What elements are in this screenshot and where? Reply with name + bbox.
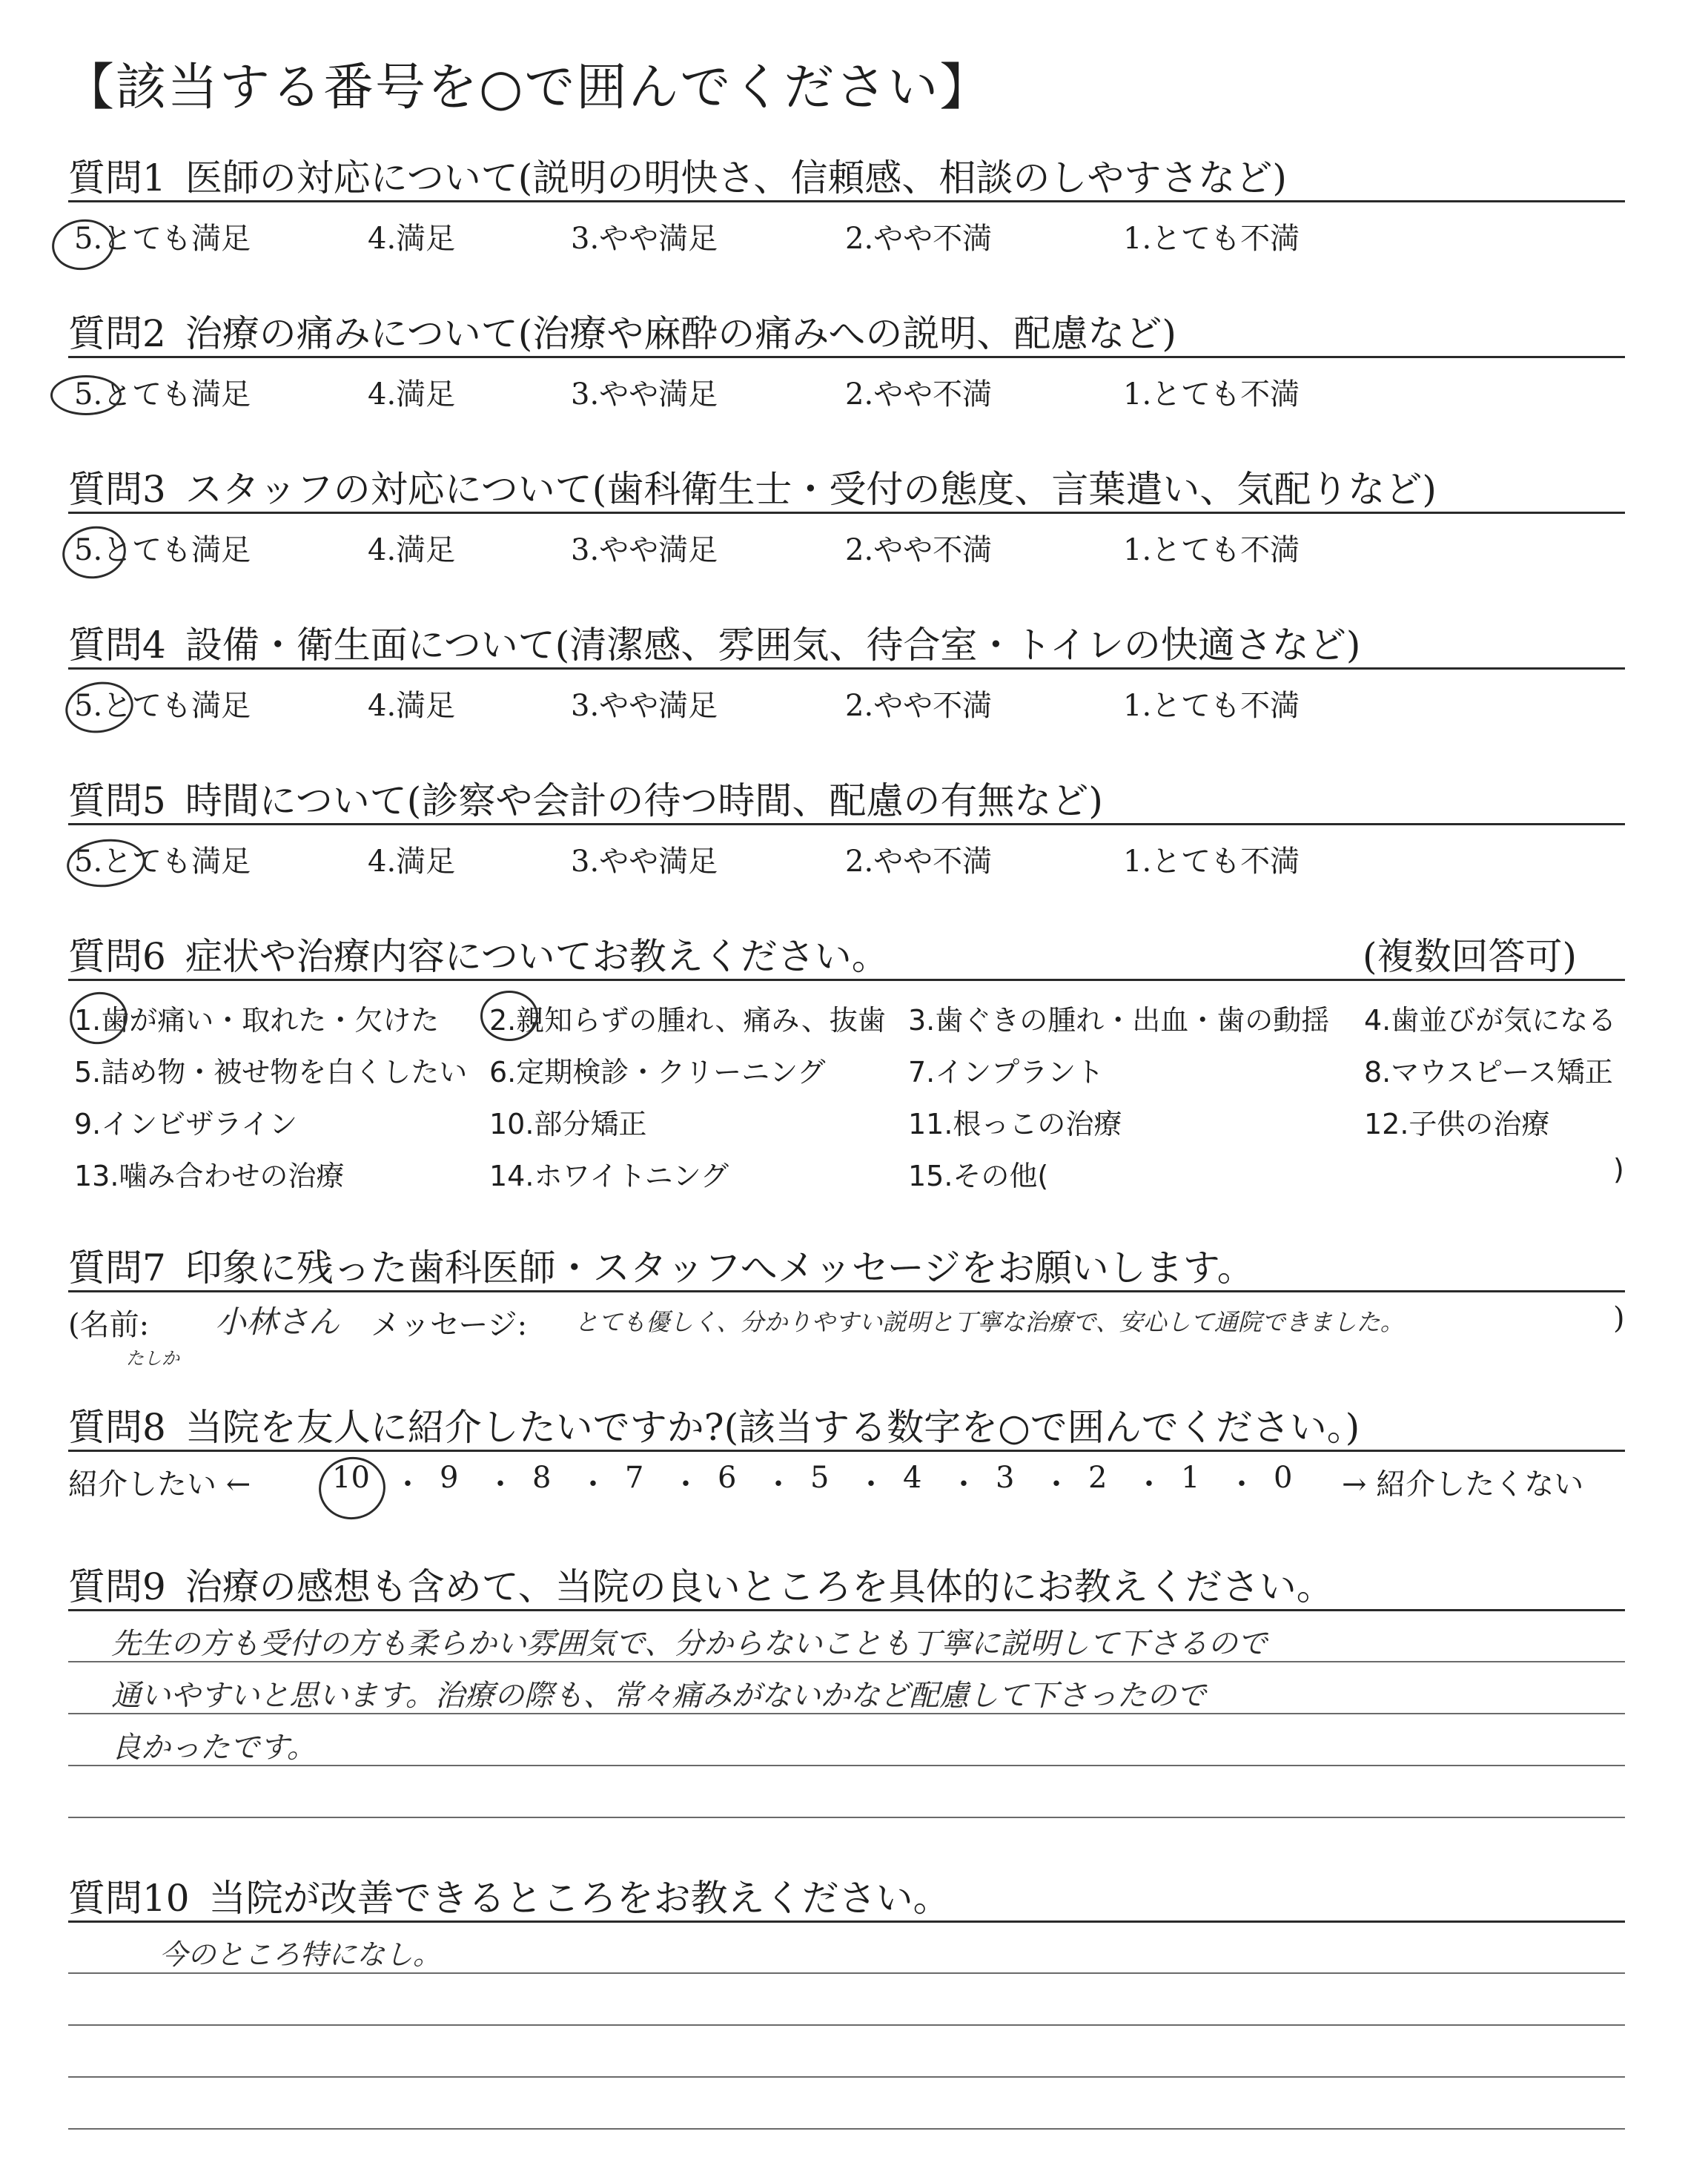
q9-answer-line[interactable]: 良かったです。 <box>111 1731 317 1765</box>
question-3 <box>68 460 1437 513</box>
q6-option[interactable]: 1.歯が痛い・取れた・欠けた <box>74 1004 440 1037</box>
question-number: 質問3 <box>68 468 166 511</box>
option-1[interactable]: 1.とても不満 <box>1123 533 1300 567</box>
option-1[interactable]: 1.とても不満 <box>1123 222 1300 256</box>
scale-10[interactable]: 10 <box>332 1461 370 1495</box>
question-7 <box>68 1238 1254 1292</box>
question-text: 時間について(診察や会計の待つ時間、配慮の有無など) <box>185 779 1103 822</box>
question-text: 医師の対応について(説明の明快さ、信頼感、相談のしやすさなど) <box>185 156 1287 199</box>
selection-circle-q6-2 <box>480 991 538 1041</box>
option-3[interactable]: 3.やや満足 <box>571 377 718 412</box>
option-2[interactable]: 2.やや不満 <box>845 533 993 567</box>
q10-answer-line[interactable]: 今のところ特になし。 <box>159 1938 442 1971</box>
scale-8[interactable]: 8 <box>532 1461 552 1495</box>
q6-option[interactable]: 11.根っこの治療 <box>908 1108 1122 1140</box>
scale-9[interactable]: 9 <box>440 1461 459 1495</box>
q6-option[interactable]: 9.インビザライン <box>74 1108 298 1140</box>
question-2 <box>68 304 1176 357</box>
question-number: 質問8 <box>68 1406 166 1449</box>
question-number: 質問2 <box>68 312 166 355</box>
message-value[interactable]: とても優しく、分かりやすい説明と丁寧な治療で、安心して通院できました。 <box>575 1308 1404 1336</box>
question-text: 当院を友人に紹介したいですか?(該当する数字を○で囲んでください。) <box>185 1406 1360 1449</box>
option-5[interactable]: 5.とても満足 <box>74 222 251 256</box>
option-1[interactable]: 1.とても不満 <box>1123 377 1300 412</box>
q6-option[interactable]: 12.子供の治療 <box>1364 1108 1550 1140</box>
scale-dot: ・ <box>486 1467 515 1502</box>
q6-option[interactable]: 13.噛み合わせの治療 <box>74 1160 345 1192</box>
q6-option[interactable]: 2.親知らずの腫れ、痛み、抜歯 <box>489 1004 886 1037</box>
option-4[interactable]: 4.満足 <box>368 377 456 412</box>
option-2[interactable]: 2.やや不満 <box>845 222 993 256</box>
option-4[interactable]: 4.満足 <box>368 533 456 567</box>
scale-dot: ・ <box>671 1467 701 1502</box>
recommend-left-label: 紹介したい ← <box>68 1467 251 1502</box>
scale-2[interactable]: 2 <box>1088 1461 1108 1495</box>
name-note: たしか <box>126 1348 179 1369</box>
question-8 <box>68 1398 1360 1451</box>
question-number: 質問4 <box>68 624 166 667</box>
scale-dot: ・ <box>1227 1467 1257 1502</box>
q6-option[interactable]: 7.インプラント <box>908 1056 1105 1089</box>
option-3[interactable]: 3.やや満足 <box>571 222 718 256</box>
scale-dot: ・ <box>1042 1467 1071 1502</box>
scale-5[interactable]: 5 <box>810 1461 830 1495</box>
question-number: 質問7 <box>68 1246 166 1289</box>
page-title: 【該当する番号を○で囲んでください】 <box>64 59 992 117</box>
q9-answer-line[interactable]: 通いやすいと思います。治療の際も、常々痛みがないかなど配慮して下さったので <box>111 1679 1206 1713</box>
option-3[interactable]: 3.やや満足 <box>571 689 718 723</box>
name-value[interactable]: 小林さん <box>215 1304 340 1340</box>
question-text: 当院が改善できるところをお教えください。 <box>208 1877 950 1920</box>
selection-circle-q6-1 <box>65 987 133 1050</box>
option-2[interactable]: 2.やや不満 <box>845 377 993 412</box>
option-4[interactable]: 4.満足 <box>368 222 456 256</box>
question-text: スタッフの対応について(歯科衛生士・受付の態度、言葉遣い、気配りなど) <box>185 468 1437 511</box>
question-text: 印象に残った歯科医師・スタッフへメッセージをお願いします。 <box>185 1246 1254 1289</box>
scale-dot: ・ <box>949 1467 979 1502</box>
question-5 <box>68 771 1103 825</box>
question-4 <box>68 615 1360 669</box>
question-10 <box>68 1869 950 1922</box>
q6-option[interactable]: 14.ホワイトニング <box>489 1160 729 1192</box>
recommend-right-label: → 紹介したくない <box>1342 1467 1584 1502</box>
option-4[interactable]: 4.満足 <box>368 689 456 723</box>
message-label: メッセージ: <box>371 1308 528 1342</box>
scale-dot: ・ <box>578 1467 608 1502</box>
q9-answer-line[interactable]: 先生の方も受付の方も柔らかい雰囲気で、分からないことも丁寧に説明して下さるので <box>111 1627 1268 1661</box>
multiple-answer-note: (複数回答可) <box>1363 935 1578 978</box>
option-3[interactable]: 3.やや満足 <box>571 845 718 879</box>
message-close-paren: ) <box>1613 1301 1625 1335</box>
q6-option[interactable]: 5.詰め物・被せ物を白くしたい <box>74 1056 468 1089</box>
scale-3[interactable]: 3 <box>996 1461 1015 1495</box>
question-text: 設備・衛生面について(清潔感、雰囲気、待合室・トイレの快適さなど) <box>185 624 1361 667</box>
option-2[interactable]: 2.やや不満 <box>845 845 993 879</box>
question-number: 質問1 <box>68 156 166 199</box>
q6-option[interactable]: 6.定期検診・クリーニング <box>489 1056 826 1089</box>
option-2[interactable]: 2.やや不満 <box>845 689 993 723</box>
q6-other-close-paren: ) <box>1613 1153 1624 1186</box>
question-number: 質問6 <box>68 935 166 978</box>
option-5[interactable]: 5.とても満足 <box>74 689 251 723</box>
q6-option[interactable]: 3.歯ぐきの腫れ・出血・歯の動揺 <box>908 1004 1330 1037</box>
question-number: 質問10 <box>68 1877 190 1920</box>
q6-option[interactable]: 4.歯並びが気になる <box>1364 1004 1617 1037</box>
q6-option[interactable]: 10.部分矯正 <box>489 1108 647 1140</box>
question-6 <box>68 927 889 980</box>
scale-0[interactable]: 0 <box>1274 1461 1293 1495</box>
option-5[interactable]: 5.とても満足 <box>74 533 251 567</box>
question-text: 症状や治療内容についてお教えください。 <box>185 935 889 978</box>
selection-circle-q8 <box>314 1452 390 1525</box>
option-1[interactable]: 1.とても不満 <box>1123 845 1300 879</box>
name-label: (名前: <box>68 1308 150 1342</box>
question-text: 治療の感想も含めて、当院の良いところを具体的にお教えください。 <box>185 1565 1334 1608</box>
scale-4[interactable]: 4 <box>903 1461 922 1495</box>
selection-circle-q2 <box>50 375 122 415</box>
option-5[interactable]: 5.とても満足 <box>74 845 251 879</box>
scale-1[interactable]: 1 <box>1181 1461 1200 1495</box>
scale-dot: ・ <box>856 1467 886 1502</box>
option-3[interactable]: 3.やや満足 <box>571 533 718 567</box>
scale-6[interactable]: 6 <box>718 1461 737 1495</box>
question-text: 治療の痛みについて(治療や麻酔の痛みへの説明、配慮など) <box>185 312 1176 355</box>
question-1 <box>68 148 1287 202</box>
question-number: 質問9 <box>68 1565 166 1608</box>
scale-7[interactable]: 7 <box>625 1461 644 1495</box>
scale-dot: ・ <box>764 1467 793 1502</box>
option-4[interactable]: 4.満足 <box>368 845 456 879</box>
option-5[interactable]: 5.とても満足 <box>74 377 251 412</box>
option-1[interactable]: 1.とても不満 <box>1123 689 1300 723</box>
q6-option[interactable]: 8.マウスピース矯正 <box>1364 1056 1613 1089</box>
q6-option-other[interactable]: 15.その他( <box>908 1160 1049 1192</box>
question-9 <box>68 1557 1334 1611</box>
scale-dot: ・ <box>1134 1467 1164 1502</box>
question-number: 質問5 <box>68 779 166 822</box>
scale-dot: ・ <box>393 1467 423 1502</box>
